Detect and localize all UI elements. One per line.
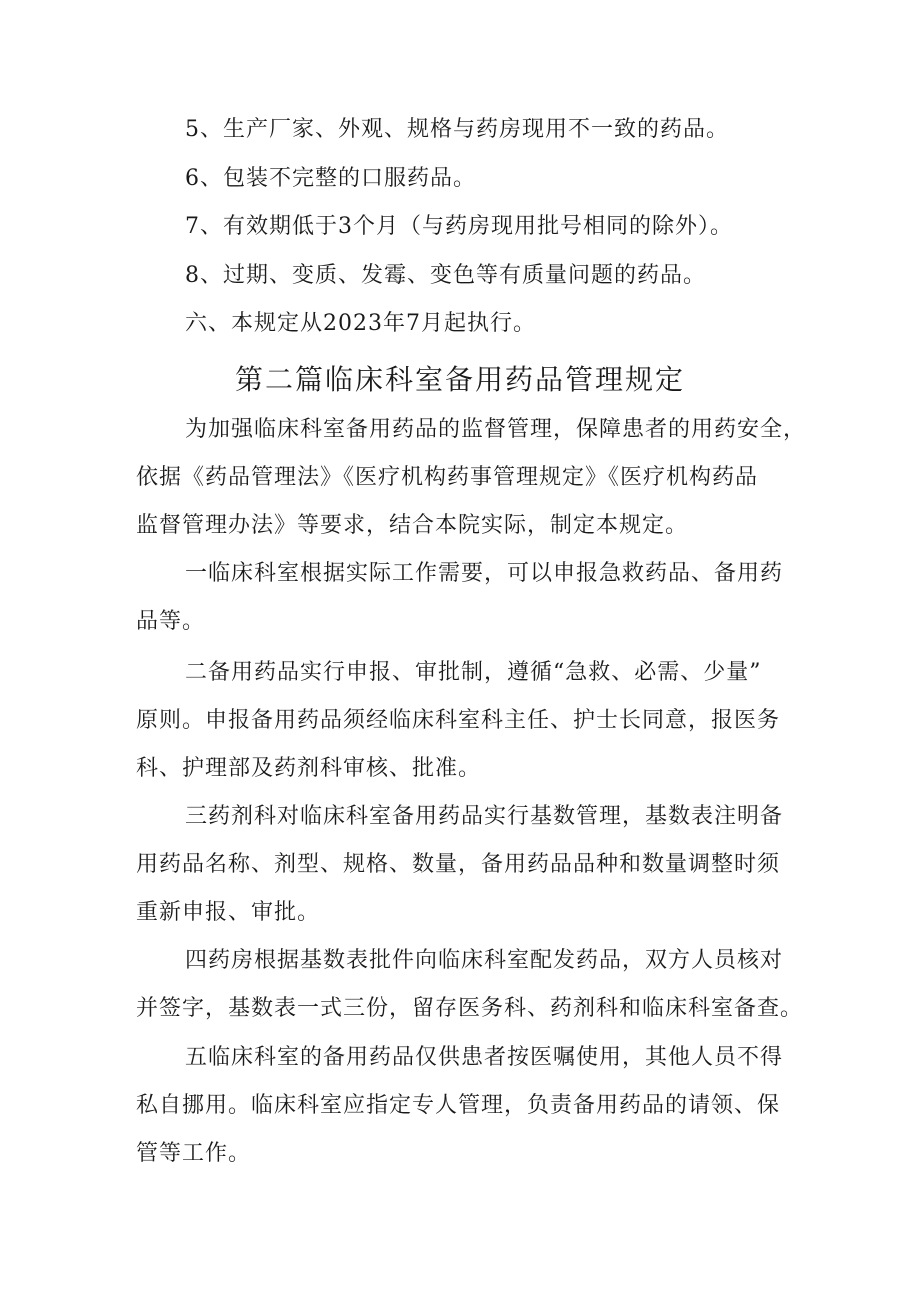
paragraph-line: 一临床科室根据实际工作需要，可以申报急救药品、备用药	[185, 561, 784, 586]
paragraph-line: 私自挪用。临床科室应指定专人管理，负责备用药品的请领、保	[136, 1093, 781, 1118]
paragraph-line: 四药房根据基数表批件向临床科室配发药品，双方人员核对	[185, 948, 784, 973]
list-item: 7、有效期低于3个月（与药房现用批号相同的除外）。	[185, 214, 733, 239]
paragraph-line: 监督管理办法》等要求，结合本院实际，制定本规定。	[136, 513, 689, 538]
paragraph-line: 二备用药品实行申报、审批制，遵循“急救、必需、少量”	[185, 660, 762, 685]
paragraph-line: 并签字，基数表一式三份，留存医务科、药剂科和临床科室备查。	[136, 996, 804, 1021]
paragraph-line: 依据《药品管理法》《医疗机构药事管理规定》《医疗机构药品	[136, 465, 759, 490]
paragraph-line: 三药剂科对临床科室备用药品实行基数管理，基数表注明备	[185, 804, 784, 829]
paragraph-line: 管等工作。	[136, 1141, 252, 1166]
paragraph-line: 五临床科室的备用药品仅供患者按医嘱使用，其他人员不得	[185, 1045, 784, 1070]
paragraph-line: 科、护理部及药剂科审核、批准。	[136, 756, 482, 781]
list-item: 5、生产厂家、外观、规格与药房现用不一致的药品。	[185, 117, 729, 142]
list-item: 8、过期、变质、发霉、变色等有质量问题的药品。	[185, 263, 706, 288]
paragraph-line: 为加强临床科室备用药品的监督管理，保障患者的用药安全，	[185, 417, 807, 442]
paragraph-line: 原则。申报备用药品须经临床科室科主任、护士长同意，报医务	[136, 708, 781, 733]
paragraph-line: 重新申报、审批。	[136, 900, 321, 925]
paragraph-line: 品等。	[136, 609, 206, 634]
list-item: 六、本规定从2023年7月起执行。	[185, 311, 536, 336]
list-item: 6、包装不完整的口服药品。	[185, 166, 476, 191]
paragraph-line: 用药品名称、剂型、规格、数量，备用药品品种和数量调整时须	[136, 852, 781, 877]
section-title: 第二篇临床科室备用药品管理规定	[234, 363, 685, 396]
